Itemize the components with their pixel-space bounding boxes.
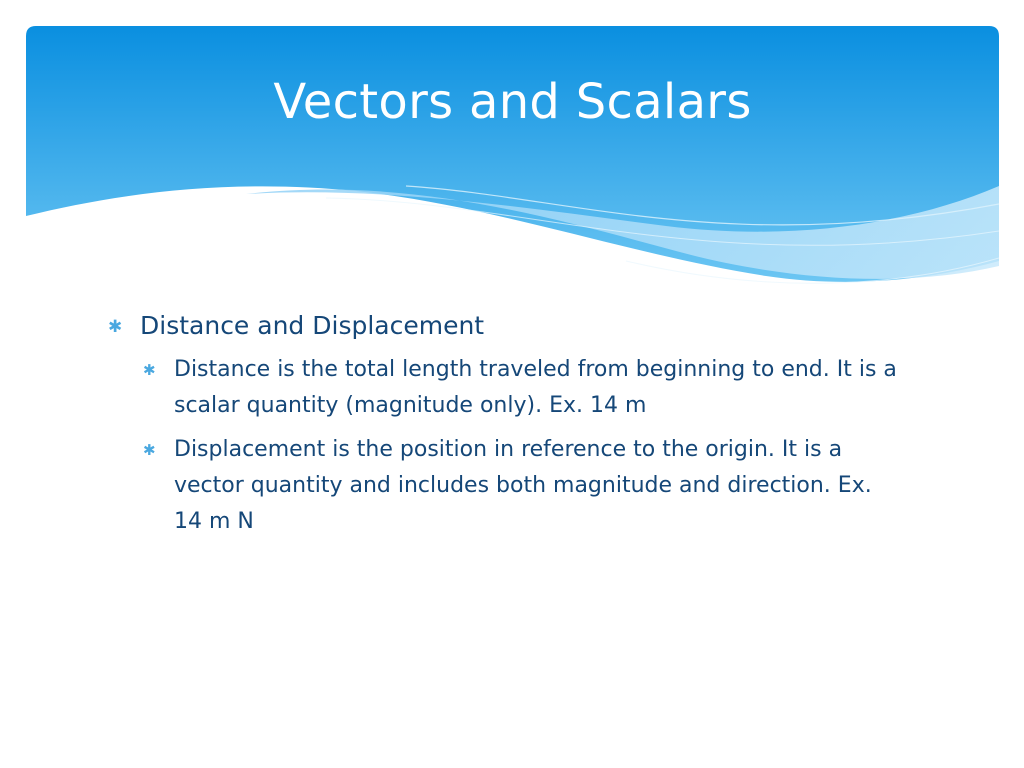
sub-bullet-text: Distance is the total length traveled from beginning to end. It is a scalar quantity (magnitude only). Ex. 14 m [174, 357, 897, 418]
bullet-text: Distance and Displacement [140, 311, 485, 340]
slide-body [106, 306, 906, 548]
header-wave-banner [26, 26, 999, 306]
sub-bullet-item [106, 432, 906, 540]
sub-bullet-text: Displacement is the position in reference to the origin. It is a vector quantity and includes both magnitude and direction. Ex. 14 m N [174, 437, 872, 534]
asterisk-bullet-icon: ✱ [108, 317, 123, 337]
sub-bullet-item [106, 352, 906, 424]
asterisk-bullet-icon: ✱ [143, 361, 156, 379]
slide-title: Vectors and Scalars [273, 74, 752, 130]
asterisk-bullet-icon: ✱ [143, 441, 156, 459]
bullet-item [106, 306, 906, 346]
